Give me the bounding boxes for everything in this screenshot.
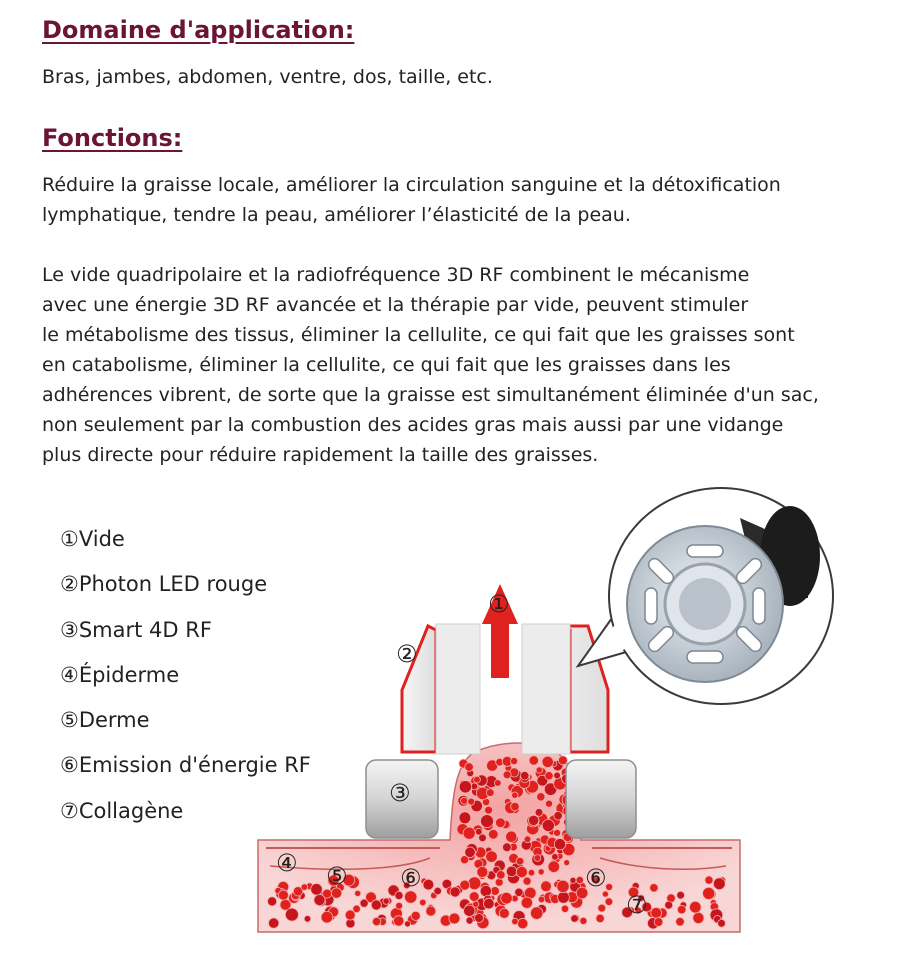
fat-cell bbox=[518, 918, 528, 928]
fat-cell bbox=[345, 910, 355, 920]
marker-smart-rf: ③ bbox=[389, 779, 411, 807]
fat-cell bbox=[371, 900, 381, 910]
fat-cell bbox=[596, 914, 604, 922]
fat-cell bbox=[278, 890, 288, 900]
description-line: en catabolisme, éliminer la cellulite, ce qui fait que les graisses dans les bbox=[42, 354, 731, 376]
fat-cell bbox=[459, 781, 471, 793]
fat-cell bbox=[703, 887, 715, 899]
fat-cell bbox=[598, 904, 606, 912]
fat-cell bbox=[485, 806, 493, 814]
fat-cell bbox=[465, 763, 474, 772]
legend-item-rf-emission: ⑥Emission d'énergie RF bbox=[60, 753, 311, 778]
fat-cell bbox=[535, 809, 543, 817]
fat-cell bbox=[496, 818, 506, 828]
fat-cell bbox=[506, 866, 517, 877]
fat-cell bbox=[564, 860, 570, 866]
fat-cell bbox=[495, 878, 503, 886]
description-line: le métabolisme des tissus, éliminer la cellulite, ce qui fait que les graisses sont bbox=[42, 324, 795, 346]
fat-cell bbox=[396, 902, 403, 909]
fat-cell bbox=[449, 913, 460, 924]
fat-cell bbox=[426, 906, 436, 916]
fat-cell bbox=[536, 767, 542, 773]
fat-cell bbox=[528, 869, 535, 876]
fat-cell bbox=[360, 899, 368, 907]
fat-cell bbox=[676, 917, 685, 926]
fat-cell bbox=[515, 888, 523, 896]
fat-cell bbox=[693, 912, 704, 923]
functions-summary bbox=[42, 170, 882, 230]
fat-cell bbox=[383, 898, 389, 904]
fat-cell bbox=[474, 776, 481, 783]
description-line: plus directe pour réduire rapidement la taille des graisses. bbox=[42, 444, 599, 466]
fat-cell bbox=[531, 907, 543, 919]
fat-cell bbox=[571, 915, 579, 923]
fat-cell bbox=[713, 878, 725, 890]
fat-cell bbox=[488, 829, 498, 839]
fat-cell bbox=[677, 905, 686, 914]
marker-rf-emission-right: ⑥ bbox=[585, 864, 607, 892]
fat-cell bbox=[538, 896, 545, 903]
summary-line: Réduire la graisse locale, améliorer la circulation sanguine et la détoxification bbox=[42, 174, 781, 196]
fat-cell bbox=[460, 880, 470, 890]
fat-cell bbox=[558, 756, 567, 765]
fat-cell bbox=[705, 876, 713, 884]
fat-cell bbox=[473, 901, 479, 907]
fat-cell bbox=[268, 897, 277, 906]
fat-cell bbox=[576, 876, 583, 883]
fat-cell bbox=[372, 917, 380, 925]
fat-cell bbox=[512, 792, 518, 798]
fat-cell bbox=[323, 889, 332, 898]
fat-cell bbox=[269, 918, 279, 928]
fat-cell bbox=[483, 898, 494, 909]
marker-epidermis: ④ bbox=[276, 849, 298, 877]
legend-item-red-led: ②Photon LED rouge bbox=[60, 572, 268, 597]
fat-cell bbox=[464, 905, 475, 916]
fat-cell bbox=[580, 917, 587, 924]
fat-cell bbox=[434, 887, 442, 895]
fat-cell bbox=[468, 798, 475, 805]
fat-cell bbox=[423, 879, 434, 890]
fat-cell bbox=[552, 854, 559, 861]
fat-cell bbox=[506, 831, 517, 842]
fat-cell bbox=[461, 797, 468, 804]
fat-cell bbox=[285, 908, 298, 921]
fat-cell bbox=[481, 815, 494, 828]
fat-cell bbox=[497, 871, 506, 880]
fat-cell bbox=[557, 880, 569, 892]
fat-cell bbox=[499, 908, 509, 918]
marker-vacuum: ① bbox=[488, 590, 510, 618]
fat-cell bbox=[411, 911, 420, 920]
fat-cell bbox=[486, 789, 494, 797]
fat-cell bbox=[503, 843, 512, 852]
marker-red-led: ② bbox=[396, 640, 418, 668]
fat-cell bbox=[541, 881, 552, 892]
fat-cell bbox=[523, 877, 531, 885]
fat-cell bbox=[516, 857, 524, 865]
fat-cell bbox=[311, 884, 323, 896]
treatment-diagram bbox=[250, 480, 900, 960]
marker-collagen: ⑦ bbox=[626, 891, 648, 919]
fat-cell bbox=[321, 911, 333, 923]
fat-cell bbox=[394, 916, 404, 926]
fat-cell bbox=[480, 885, 491, 896]
marker-dermis: ⑤ bbox=[326, 862, 348, 890]
fat-cell bbox=[405, 921, 411, 927]
fat-cell bbox=[545, 800, 552, 807]
fat-cell bbox=[304, 916, 311, 923]
rf-electrode-right bbox=[566, 760, 636, 838]
fat-cell bbox=[538, 869, 544, 875]
legend-item-smart-rf: ③Smart 4D RF bbox=[60, 617, 212, 642]
fat-cell bbox=[554, 829, 561, 836]
fat-cell bbox=[524, 836, 531, 843]
fat-cell bbox=[534, 855, 541, 862]
fat-cell bbox=[650, 884, 658, 892]
description-line: adhérences vibrent, de sorte que la graisse est simultanément éliminée d'un sac, bbox=[42, 384, 819, 406]
fat-cell bbox=[665, 901, 673, 909]
fat-cell bbox=[528, 815, 538, 825]
fat-cell bbox=[468, 877, 481, 890]
legend-item-vacuum: ①Vide bbox=[60, 527, 125, 551]
fat-cell bbox=[537, 793, 545, 801]
functions-heading: Fonctions: bbox=[42, 124, 183, 152]
summary-line: lymphatique, tendre la peau, améliorer l’élasticité de la peau. bbox=[42, 204, 631, 226]
fat-cell bbox=[606, 884, 613, 891]
fat-cell bbox=[511, 802, 520, 811]
fat-cell bbox=[479, 834, 487, 842]
fat-cell bbox=[542, 819, 554, 831]
fat-cell bbox=[463, 827, 475, 839]
fat-cell bbox=[465, 847, 476, 858]
fat-cell bbox=[718, 919, 726, 927]
fat-cell bbox=[450, 887, 460, 897]
marker-rf-emission-left: ⑥ bbox=[400, 864, 422, 892]
fat-cell bbox=[395, 891, 403, 899]
fat-cell bbox=[301, 884, 308, 891]
fat-cell bbox=[516, 866, 527, 877]
fat-cell bbox=[558, 892, 570, 904]
fat-cell bbox=[570, 877, 576, 883]
fat-cell bbox=[561, 905, 568, 912]
fat-cell bbox=[605, 898, 613, 906]
fat-cell bbox=[690, 901, 702, 913]
fat-cell bbox=[651, 908, 662, 919]
fat-cell bbox=[501, 892, 513, 904]
fat-cell bbox=[654, 918, 663, 927]
functions-description bbox=[42, 260, 882, 470]
fat-cell bbox=[420, 899, 427, 906]
description-line: non seulement par la combustion des acides gras mais aussi par une vidange bbox=[42, 414, 784, 436]
fat-cell bbox=[494, 780, 501, 787]
fat-cell bbox=[554, 812, 563, 821]
fat-cell bbox=[503, 771, 511, 779]
fat-cell bbox=[529, 756, 538, 765]
device-right-inner bbox=[522, 624, 570, 754]
fat-cell bbox=[554, 772, 561, 779]
domain-text-line: Bras, jambes, abdomen, ventre, dos, taille, etc. bbox=[42, 66, 493, 88]
fat-cell bbox=[677, 891, 685, 899]
fat-cell bbox=[512, 918, 519, 925]
fat-cell bbox=[459, 812, 471, 824]
description-line: avec une énergie 3D RF avancée et la thérapie par vide, peuvent stimuler bbox=[42, 294, 749, 316]
domain-heading: Domaine d'application: bbox=[42, 16, 355, 44]
device-left-inner bbox=[436, 624, 480, 754]
legend-item-dermis: ⑤Derme bbox=[60, 708, 150, 733]
fat-cell bbox=[520, 771, 529, 780]
legend-item-epidermis: ④Épiderme bbox=[60, 662, 180, 687]
description-line: Le vide quadripolaire et la radiofréquence 3D RF combinent le mécanisme bbox=[42, 264, 750, 286]
domain-text bbox=[42, 62, 882, 92]
vacuum-arrow-shaft bbox=[491, 618, 509, 678]
fat-cell bbox=[477, 867, 488, 878]
fat-cell bbox=[466, 917, 473, 924]
fat-cell bbox=[542, 756, 553, 767]
fat-cell bbox=[405, 891, 417, 903]
fat-cell bbox=[355, 890, 361, 896]
legend-item-collagen: ⑦Collagène bbox=[60, 798, 184, 823]
fat-cell bbox=[486, 851, 498, 863]
fat-cell bbox=[475, 914, 484, 923]
fat-cell bbox=[545, 772, 553, 780]
fat-cell bbox=[548, 861, 560, 873]
fat-cell bbox=[510, 758, 517, 765]
fat-cell bbox=[521, 897, 532, 908]
